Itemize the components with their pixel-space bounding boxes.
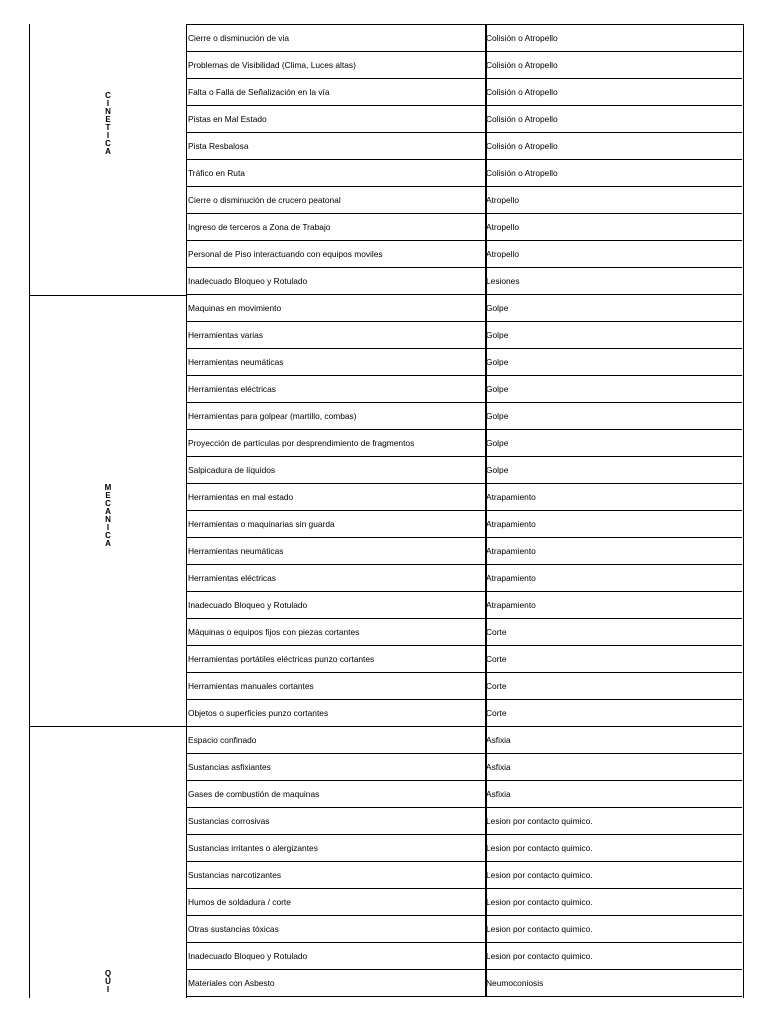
risk-cell: Asfixia xyxy=(486,735,511,745)
risk-cell: Atrapamiento xyxy=(486,492,536,502)
hazard-cell: Cierre o disminución de crucero peatonal xyxy=(188,195,341,205)
table-row xyxy=(187,484,742,511)
category-label-quimica xyxy=(30,967,186,997)
risk-cell: Colisión o Atropello xyxy=(486,141,558,151)
risk-cell: Golpe xyxy=(486,357,509,367)
hazard-cell: Maquinas en movimiento xyxy=(188,303,282,313)
hazard-cell: Humos de soldadura / corte xyxy=(188,897,291,907)
table-row xyxy=(187,916,742,943)
hazard-cell: Inadecuado Bloqueo y Rotulado xyxy=(188,600,308,610)
hazard-cell: Ingreso de terceros a Zona de Trabajo xyxy=(188,222,331,232)
table-row xyxy=(187,700,742,727)
hazard-cell: Herramientas manuales cortantes xyxy=(188,681,314,691)
hazard-cell: Herramientas neumáticas xyxy=(188,546,284,556)
hazard-cell: Inadecuado Bloqueo y Rotulado xyxy=(188,951,308,961)
risk-cell: Lesion por contacto quimico. xyxy=(486,924,593,934)
category-letter: E xyxy=(105,490,111,500)
table-row xyxy=(187,457,742,484)
risk-cell: Lesion por contacto quimico. xyxy=(486,897,593,907)
table-row xyxy=(187,511,742,538)
risk-cell: Atropello xyxy=(486,249,520,259)
table-row xyxy=(187,106,742,133)
hazard-cell: Sustancias irritantes o alergizantes xyxy=(188,843,318,853)
category-letter: A xyxy=(105,506,111,516)
hazard-cell: Proyección de partículas por desprendimiento de fragmentos xyxy=(188,438,415,448)
table-row xyxy=(187,79,742,106)
hazard-cell: Herramientas portátiles eléctricas punzo cortantes xyxy=(188,654,375,664)
table-row xyxy=(187,25,742,52)
hazard-cell: Falta o Falla de Señalización en la vía xyxy=(188,87,330,97)
risk-cell: Lesion por contacto quimico. xyxy=(486,951,593,961)
risk-cell: Corte xyxy=(486,654,507,664)
category-letter: C xyxy=(105,498,111,508)
hazard-cell: Otras sustancias tóxicas xyxy=(188,924,279,934)
risk-cell: Golpe xyxy=(486,384,509,394)
category-letter: I xyxy=(106,98,110,108)
table-row xyxy=(187,349,742,376)
risk-cell: Golpe xyxy=(486,438,509,448)
category-letter: T xyxy=(105,122,111,132)
risk-cell: Golpe xyxy=(486,330,509,340)
table-row xyxy=(187,187,742,214)
risk-cell: Atrapamiento xyxy=(486,600,536,610)
hazard-cell: Pistas en Mal Estado xyxy=(188,114,267,124)
table-row xyxy=(187,754,742,781)
hazard-cell: Sustancias corrosivas xyxy=(188,816,270,826)
hazard-cell: Pista Resbalosa xyxy=(188,141,249,151)
category-letter: A xyxy=(105,538,111,548)
category-letter: C xyxy=(105,90,111,100)
risk-cell: Asfixia xyxy=(486,789,511,799)
table-row xyxy=(187,943,742,970)
hazard-cell: Problemas de Visibilidad (Clima, Luces altas) xyxy=(188,60,356,70)
risk-cell: Colisión o Atropello xyxy=(486,60,558,70)
risk-cell: Atropello xyxy=(486,222,520,232)
risk-cell: Lesion por contacto quimico. xyxy=(486,870,593,880)
hazard-cell: Herramientas o maquinarias sin guarda xyxy=(188,519,335,529)
category-letter: N xyxy=(105,106,111,116)
category-separator xyxy=(29,726,186,727)
category-letter: A xyxy=(105,146,111,156)
hazard-table xyxy=(186,24,744,998)
hazard-cell: Máquinas o equipos fijos con piezas cortantes xyxy=(188,627,360,637)
table-row xyxy=(187,835,742,862)
table-row xyxy=(187,268,742,295)
category-separator xyxy=(29,295,186,296)
category-label-cinetica xyxy=(30,86,186,161)
hazard-cell: Herramientas eléctricas xyxy=(188,573,276,583)
table-row xyxy=(187,403,742,430)
table-row xyxy=(187,295,742,322)
hazard-cell: Sustancias asfixiantes xyxy=(188,762,271,772)
table-row xyxy=(187,241,742,268)
category-letter: E xyxy=(105,114,111,124)
risk-cell: Colisión o Atropello xyxy=(486,87,558,97)
hazard-cell: Salpicadura de líquidos xyxy=(188,465,276,475)
table-row xyxy=(187,592,742,619)
category-letter: C xyxy=(105,530,111,540)
risk-cell: Colisión o Atropello xyxy=(486,168,558,178)
category-letter: I xyxy=(106,522,110,532)
risk-cell: Corte xyxy=(486,681,507,691)
table-row xyxy=(187,52,742,79)
hazard-cell: Herramientas eléctricas xyxy=(188,384,276,394)
category-letter: I xyxy=(106,985,110,994)
risk-cell: Colisión o Atropello xyxy=(486,114,558,124)
hazard-cell: Materiales con Asbesto xyxy=(188,978,275,988)
category-letter: M xyxy=(104,482,112,492)
risk-cell: Golpe xyxy=(486,303,509,313)
table-row xyxy=(187,565,742,592)
hazard-cell: Herramientas varias xyxy=(188,330,263,340)
risk-cell: Lesion por contacto quimico. xyxy=(486,816,593,826)
risk-cell: Colisión o Atropello xyxy=(486,33,558,43)
hazard-cell: Tráfico en Ruta xyxy=(188,168,245,178)
risk-cell: Corte xyxy=(486,627,507,637)
table-row xyxy=(187,646,742,673)
hazard-cell: Herramientas en mal estado xyxy=(188,492,294,502)
hazard-cell: Sustancias narcotizantes xyxy=(188,870,282,880)
table-row xyxy=(187,376,742,403)
hazard-cell: Cierre o disminución de via xyxy=(188,33,290,43)
category-letter: C xyxy=(105,138,111,148)
risk-cell: Lesiones xyxy=(486,276,520,286)
risk-cell: Neumoconiosis xyxy=(486,978,544,988)
category-label-mecanica xyxy=(30,478,186,553)
risk-cell: Atrapamiento xyxy=(486,573,536,583)
hazard-cell: Herramientas neumáticas xyxy=(188,357,284,367)
table-row xyxy=(187,889,742,916)
table-row xyxy=(187,160,742,187)
risk-cell: Atrapamiento xyxy=(486,519,536,529)
table-row xyxy=(187,322,742,349)
table-row xyxy=(187,619,742,646)
category-letter: N xyxy=(105,514,111,524)
hazard-cell: Herramientas para golpear (martillo, combas) xyxy=(188,411,357,421)
hazard-cell: Inadecuado Bloqueo y Rotulado xyxy=(188,276,308,286)
risk-cell: Asfixia xyxy=(486,762,511,772)
hazard-cell: Espacio confinado xyxy=(188,735,257,745)
table-row xyxy=(187,781,742,808)
table-row xyxy=(187,970,742,997)
category-letter: I xyxy=(106,130,110,140)
table-row xyxy=(187,430,742,457)
table-row xyxy=(187,673,742,700)
risk-cell: Atropello xyxy=(486,195,520,205)
hazard-cell: Personal de Piso interactuando con equipos moviles xyxy=(188,249,383,259)
risk-cell: Corte xyxy=(486,708,507,718)
category-letter: Q xyxy=(104,969,112,978)
hazard-cell: Objetos o superficies punzo cortantes xyxy=(188,708,329,718)
table-row xyxy=(187,214,742,241)
risk-cell: Golpe xyxy=(486,411,509,421)
risk-cell: Lesion por contacto quimico. xyxy=(486,843,593,853)
table-row xyxy=(187,538,742,565)
table-row xyxy=(187,727,742,754)
table-row xyxy=(187,862,742,889)
category-letter: U xyxy=(105,977,111,986)
hazard-cell: Gases de combustión de maquinas xyxy=(188,789,320,799)
table-row xyxy=(187,808,742,835)
risk-cell: Golpe xyxy=(486,465,509,475)
table-row xyxy=(187,133,742,160)
risk-cell: Atrapamiento xyxy=(486,546,536,556)
